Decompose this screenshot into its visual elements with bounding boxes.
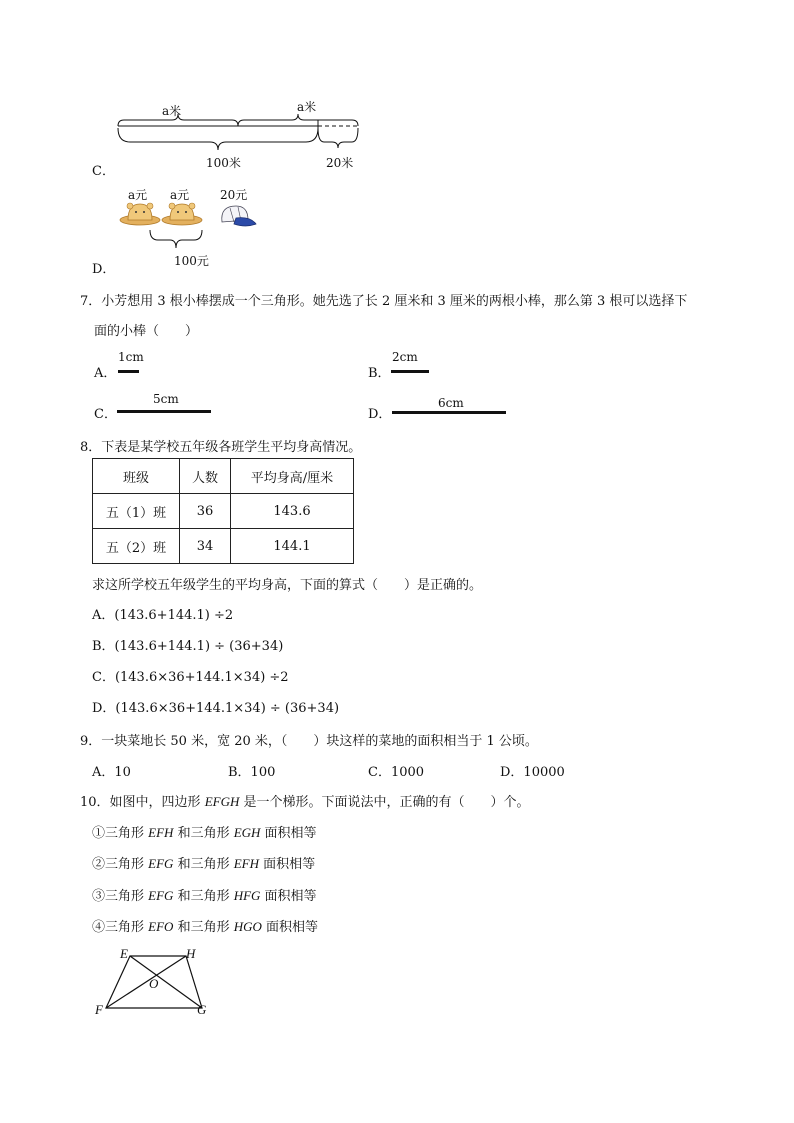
cap-icon	[222, 206, 256, 226]
hats-illustration	[118, 198, 263, 258]
statement-number: ①	[92, 826, 106, 841]
table-header: 平均身高/厘米	[231, 459, 354, 494]
c-top-right-label: a米	[297, 100, 317, 114]
table-header-row	[93, 459, 354, 494]
q7-stem-line2: 面的小棒（ ）	[94, 324, 199, 339]
q9-option-c[interactable]: C．1000	[368, 765, 425, 780]
q10-stem-prefix: 10．如图中，四边形	[80, 795, 205, 810]
option-label: A．	[94, 366, 117, 381]
hat2-price: a元	[170, 188, 190, 202]
statement-text: 三角形	[105, 826, 149, 841]
q10-statement-3[interactable]	[92, 885, 317, 904]
triangle-name: EFH	[148, 825, 174, 840]
hat-icon	[120, 203, 160, 225]
statement-text: 和三角形	[173, 920, 234, 935]
q10-stem-var: EFGH	[204, 794, 240, 809]
q8-option-a[interactable]: A．(143.6+144.1) ÷2	[92, 608, 234, 623]
statement-text: 面积相等	[258, 857, 316, 872]
q8-option-c[interactable]: C．(143.6×36+144.1×34) ÷2	[92, 670, 289, 685]
vertex-label-g: G	[197, 1002, 207, 1017]
triangle-name: EFH	[233, 856, 259, 871]
table-header: 人数	[180, 459, 231, 494]
height-table	[92, 458, 354, 564]
q8-option-d[interactable]: D．(143.6×36+144.1×34) ÷ (36+34)	[92, 701, 340, 716]
table-row	[93, 529, 354, 564]
hat-icon	[162, 203, 202, 225]
option-c-label: C．	[92, 164, 115, 179]
statement-text: 面积相等	[261, 920, 319, 935]
triangle-name: EFG	[148, 856, 174, 871]
table-cell: 五（2）班	[93, 529, 180, 564]
table-row	[93, 494, 354, 529]
statement-number: ④	[92, 920, 106, 935]
stick-length-label: 5cm	[153, 392, 179, 406]
stick-length-label: 6cm	[438, 396, 464, 410]
q10-statement-1[interactable]	[92, 822, 317, 841]
q9-option-a[interactable]: A．10	[92, 765, 131, 780]
table-cell: 143.6	[231, 494, 354, 529]
stick-5cm	[117, 410, 211, 413]
vertex-label-e: E	[120, 946, 128, 961]
q9-option-d[interactable]: D．10000	[500, 765, 565, 780]
q10-statement-4[interactable]	[92, 916, 318, 935]
triangle-name: EFG	[148, 888, 174, 903]
triangle-name: HFG	[233, 888, 261, 903]
table-cell: 144.1	[231, 529, 354, 564]
statement-text: 面积相等	[260, 826, 317, 841]
statement-text: 三角形	[105, 857, 149, 872]
option-label: D．	[368, 407, 392, 422]
c-bottom-main-label: 100米	[206, 156, 241, 170]
triangle-name: EFO	[148, 919, 174, 934]
c-bottom-extra-label: 20米	[326, 156, 354, 170]
stick-6cm	[392, 411, 506, 414]
table-cell: 五（1）班	[93, 494, 180, 529]
stick-2cm	[391, 370, 429, 373]
statement-text: 和三角形	[173, 857, 234, 872]
stick-length-label: 1cm	[118, 350, 144, 364]
statement-text: 三角形	[105, 889, 149, 904]
q9-option-b[interactable]: B．100	[228, 765, 276, 780]
intersection-label-o: O	[149, 976, 159, 991]
hat1-price: a元	[128, 188, 148, 202]
q8-stem: 8．下表是某学校五年级各班学生平均身高情况。	[80, 440, 362, 455]
stick-length-label: 2cm	[392, 350, 418, 364]
statement-number: ③	[92, 889, 106, 904]
cap-price: 20元	[220, 188, 248, 202]
segment-diagram	[110, 112, 370, 157]
vertex-label-h: H	[186, 946, 196, 961]
q9-stem: 9．一块菜地长 50 米，宽 20 米，（ ）块这样的菜地的面积相当于 1 公顷。	[80, 734, 538, 749]
option-label: B．	[368, 366, 391, 381]
statement-text: 面积相等	[260, 889, 317, 904]
stick-1cm	[118, 370, 139, 373]
d-total-label: 100元	[174, 254, 209, 268]
table-cell: 36	[180, 494, 231, 529]
c-top-left-label: a米	[162, 104, 182, 118]
vertex-label-f: F	[95, 1002, 103, 1017]
q7-stem-line1: 7．小芳想用 3 根小棒摆成一个三角形。她先选了长 2 厘米和 3 厘米的两根小棒，那么第 3 根可以选择下	[80, 294, 688, 309]
statement-text: 三角形	[105, 920, 149, 935]
q10-stem-suffix: 是一个梯形。下面说法中，正确的有（ ）个。	[239, 795, 530, 810]
table-header: 班级	[93, 459, 180, 494]
statement-number: ②	[92, 857, 106, 872]
q8-option-b[interactable]: B．(143.6+144.1) ÷ (36+34)	[92, 639, 284, 654]
q8-question: 求这所学校五年级学生的平均身高，下面的算式（ ）是正确的。	[92, 578, 483, 593]
option-d-label: D．	[92, 262, 116, 277]
table-cell: 34	[180, 529, 231, 564]
q10-statement-2[interactable]	[92, 853, 315, 872]
statement-text: 和三角形	[173, 889, 234, 904]
option-label: C．	[94, 407, 117, 422]
statement-text: 和三角形	[173, 826, 234, 841]
triangle-name: HGO	[233, 919, 262, 934]
q10-stem	[80, 791, 530, 810]
triangle-name: EGH	[233, 825, 261, 840]
